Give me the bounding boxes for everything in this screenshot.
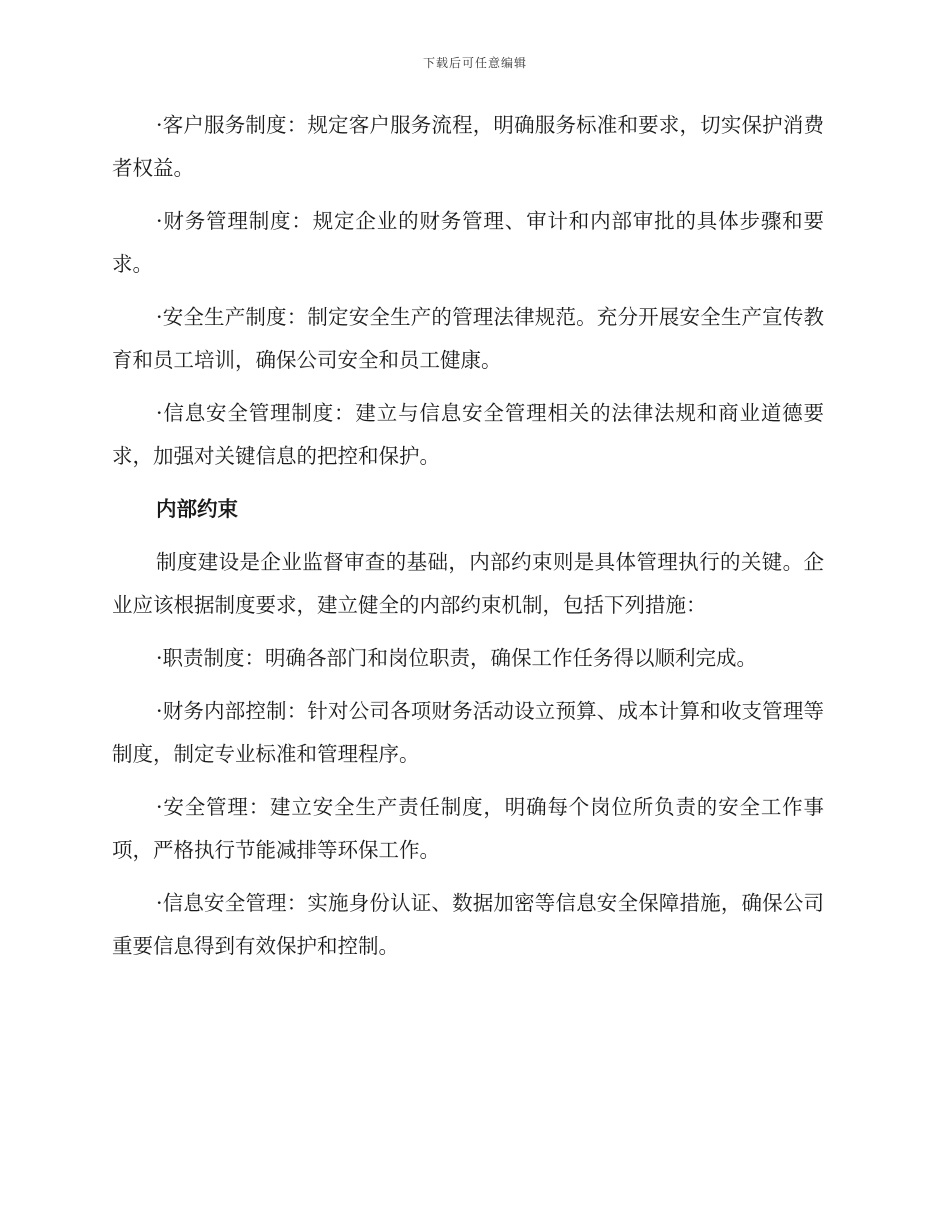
document-body bbox=[112, 104, 824, 978]
paragraph-information-security: ·信息安全管理制度：建立与信息安全管理相关的法律法规和商业道德要求，加强对关键信息的把控和保护。 bbox=[112, 401, 824, 468]
paragraph-financial-control: ·财务内部控制：针对公司各项财务活动设立预算、成本计算和收支管理等制度，制定专业标准和管理程序。 bbox=[112, 699, 824, 766]
paragraph-customer-service: ·客户服务制度：规定客户服务流程，明确服务标准和要求，切实保护消费者权益。 bbox=[112, 113, 824, 180]
paragraph-info-security-management: ·信息安全管理：实施身份认证、数据加密等信息安全保障措施，确保公司重要信息得到有效保护和控制。 bbox=[112, 891, 824, 958]
paragraph-safety-management: ·安全管理：建立安全生产责任制度，明确每个岗位所负责的安全工作事项，严格执行节能减排等环保工作。 bbox=[112, 795, 824, 862]
paragraph-responsibility: ·职责制度：明确各部门和岗位职责，确保工作任务得以顺利完成。 bbox=[156, 646, 758, 670]
paragraph-financial-management: ·财务管理制度：规定企业的财务管理、审计和内部审批的具体步骤和要求。 bbox=[112, 209, 824, 276]
page-header: 下载后可任意编辑 bbox=[422, 56, 527, 70]
paragraph-safety-production: ·安全生产制度：制定安全生产的管理法律规范。充分开展安全生产宣传教育和员工培训，确保公司安全和员工健康。 bbox=[112, 305, 824, 372]
section-heading-internal-constraints: 内部约束 bbox=[156, 497, 238, 521]
paragraph-internal-intro: 制度建设是企业监督审查的基础，内部约束则是具体管理执行的关键。企业应该根据制度要求，建立健全的内部约束机制，包括下列措施： bbox=[112, 550, 824, 617]
